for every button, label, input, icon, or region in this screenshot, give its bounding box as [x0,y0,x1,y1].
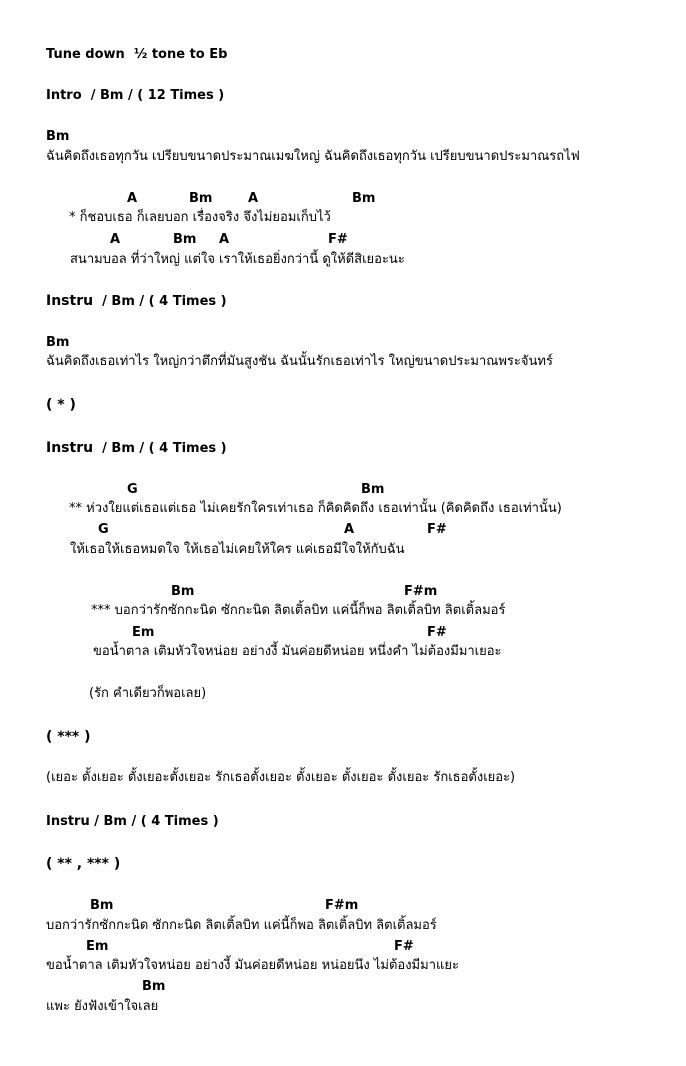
chord: F# [394,939,414,954]
lyric-line: ** ห่วงใยแต่เธอแต่เธอ ไม่เคยรักใครเท่าเธอ ก็คิดคิดถึง เธอเท่านั้น (คิดคิดถึง เธอเท่านั้น) [69,501,562,516]
instru-line [46,439,227,458]
instru-detail: / Bm / ( 4 Times ) [93,441,227,456]
chord: A [127,191,138,206]
instru-line [46,813,219,831]
chord: Bm [189,191,213,206]
chord: Em [132,625,155,640]
repeat-marker: ( ** , *** ) [46,856,121,872]
lyric-line: * ก็ชอบเธอ ก็เลยบอก เรื่องจริง จึงไม่ยอมเก็บไว้ [69,210,331,225]
instru-label: Instru [46,440,94,456]
lyric-line: บอกว่ารักซักกะนิด ซักกะนิด ลิตเติ้ลบิท แค่นี้ก็พอ ลิตเติ้ลบิท ลิตเติ้ลมอร์ [46,918,437,933]
chord: F#m [325,898,359,913]
chord: A [344,522,355,537]
instru-detail: / Bm / ( 4 Times ) [93,294,227,309]
lyric-aside: (รัก คำเดียวก็พอเลย) [89,686,207,701]
chord: Bm [46,335,70,350]
lyric-line: (เยอะ ตั้งเยอะ ตั้งเยอะตั้งเยอะ รักเธอตั้งเยอะ ตั้งเยอะ ตั้งเยอะ ตั้งเยอะ รักเธอตั้งเยอะ) [46,770,516,785]
instru-detail: Instru / Bm / ( 4 Times ) [46,814,219,829]
chord: F# [427,522,447,537]
chord: F# [328,232,348,247]
chord: Bm [361,482,385,497]
chord: A [110,232,121,247]
repeat-marker: ( * ) [46,397,76,413]
chord: G [98,522,109,537]
lyric-line: *** บอกว่ารักซักกะนิด ซักกะนิด ลิตเติ้ลบิท แค่นี้ก็พอ ลิตเติ้ลบิท ลิตเติ้ลมอร์ [91,603,506,618]
repeat-marker: ( *** ) [46,729,91,745]
lyric-line: สนามบอล ที่ว่าใหญ่ แต่ใจ เราให้เธอยิ่งกว่านี้ ดูให้ดีสิเยอะนะ [70,252,405,267]
chord: Bm [171,584,195,599]
chord: Bm [46,129,70,144]
chord: Bm [90,898,114,913]
lyric-line: ฉันคิดถึงเธอเท่าไร ใหญ่กว่าตึกที่มันสูงชัน ฉันนั้นรักเธอเท่าไร ใหญ่ขนาดประมาณพระจันทร์ [46,354,553,369]
chord: A [248,191,259,206]
chord: Bm [173,232,197,247]
lyric-line: แพะ ยังฟังเข้าใจเลย [46,999,159,1014]
tuning-note: Tune down ½ tone to Eb [46,47,228,62]
chord: Bm [142,979,166,994]
chord: Bm [352,191,376,206]
chord: Em [86,939,109,954]
lyric-line: ฉันคิดถึงเธอทุกวัน เปรียบขนาดประมาณเมฆใหญ่ ฉันคิดถึงเธอทุกวัน เปรียบขนาดประมาณรถไฟ [46,149,580,164]
lyric-line: ขอน้ำตาล เติมหัวใจหน่อย อย่างงี้ มันค่อยดีหน่อย หนึ่งคำ ไม่ต้องมีมาเยอะ [93,644,502,659]
chord: G [127,482,138,497]
chord: F#m [404,584,438,599]
instru-line [46,292,227,311]
lyric-line: ให้เธอให้เธอหมดใจ ให้เธอไม่เคยให้ใคร แค่เธอมีใจให้กับฉัน [70,542,405,557]
intro-line: Intro / Bm / ( 12 Times ) [46,88,225,103]
instru-label: Instru [46,293,94,309]
chord: F# [427,625,447,640]
lyric-line: ขอน้ำตาล เติมหัวใจหน่อย อย่างงี้ มันค่อยดีหน่อย หน่อยนึง ไม่ต้องมีมาแยะ [46,958,459,973]
chord: A [219,232,230,247]
